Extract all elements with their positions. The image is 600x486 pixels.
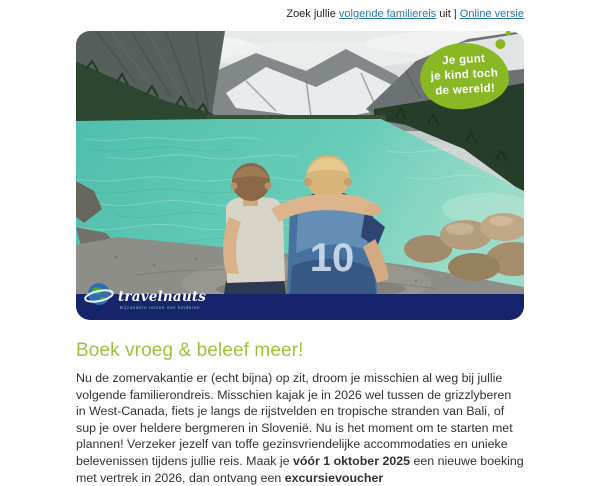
preheader-text-middle: uit | <box>436 8 460 20</box>
badge-line-3: de wereld! <box>435 82 496 98</box>
paragraph-text-1: Nu de zomervakantie er (echt bijna) op zit, droom je misschien al weg bij jullie volgende familierondreis. Misschien kajak je in 2026 wel tussen de grizzlyberen in West-Canada, fiets je langs de rijstvelden en tropische stranden van Bali, of sup je over heldere bergmeren in Slovenië. Nu is het moment om te starten met plannen! Verzeker jezelf van toffe gezinsvriendelijke accommodaties en unieke belevenissen tijdens jullie reis. Maak je <box>76 371 513 468</box>
email-body <box>76 0 524 486</box>
deadline-bold: vóór 1 oktober 2025 <box>292 453 411 468</box>
logo-wordmark: travelnauts <box>118 289 207 305</box>
jersey-number: 10 <box>309 236 355 280</box>
promo-badge-text <box>418 41 510 112</box>
voucher-bold: excursievoucher <box>284 470 384 485</box>
intro-paragraph <box>76 370 524 486</box>
globe-icon <box>84 280 114 310</box>
badge-line-1: Je gunt <box>441 53 486 68</box>
next-family-trip-link[interactable]: volgende familiereis <box>338 8 437 20</box>
paragraph-text-2: een nieuwe boeking met vertrek in 2026, dan ontvang een <box>76 453 524 485</box>
logo-tagline: Bijzondere reizen met kinderen <box>120 305 201 310</box>
preheader-bar <box>76 0 524 20</box>
logo-banner <box>76 289 524 320</box>
travelnauts-logo <box>84 280 304 320</box>
page-title: Boek vroeg & beleef meer! <box>76 340 304 361</box>
promo-badge <box>418 41 510 112</box>
online-version-link[interactable]: Online versie <box>459 8 524 20</box>
preheader-text: Zoek jullie <box>286 8 339 20</box>
hero-image <box>76 31 524 320</box>
badge-line-2: je kind toch <box>430 67 499 83</box>
